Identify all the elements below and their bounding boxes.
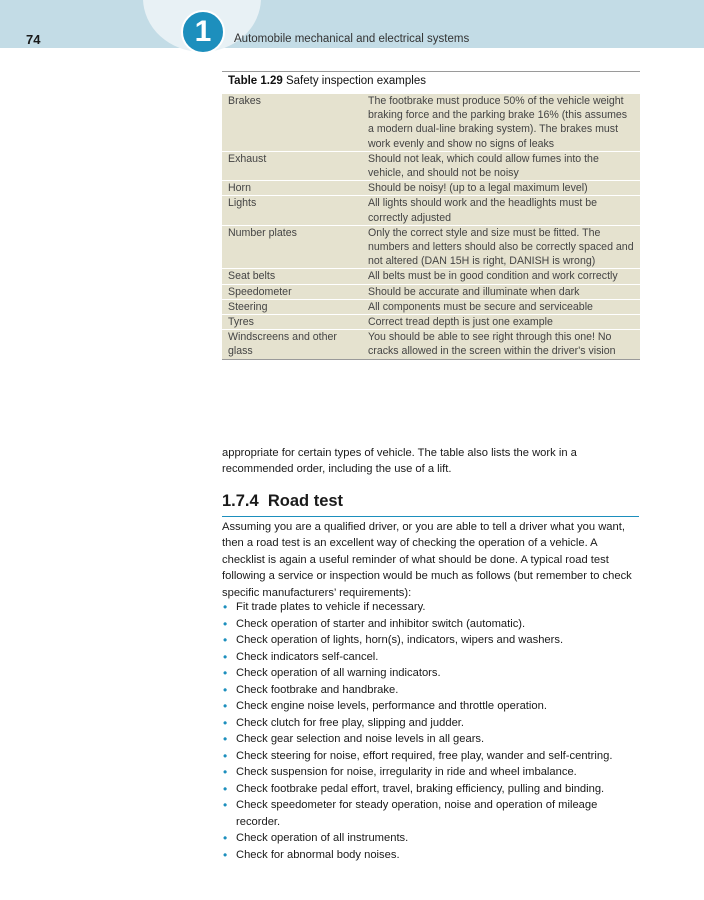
bullet-icon: • [223, 666, 228, 680]
table-cell-item: Brakes [222, 94, 362, 152]
list-item-text: Check clutch for free play, slipping and judder. [236, 716, 465, 729]
list-item [222, 649, 642, 666]
table-row [222, 284, 640, 299]
table-cell-item: Seat belts [222, 269, 362, 284]
table-row [222, 181, 640, 196]
table-row [222, 315, 640, 330]
table-cell-detail: Should not leak, which could allow fumes into the vehicle, and should not be noisy [362, 151, 640, 180]
bullet-icon: • [223, 600, 228, 614]
chapter-number-badge: 1 [181, 10, 225, 54]
intro-paragraph: appropriate for certain types of vehicle. The table also lists the work in a recommended order, including the use of a lift. [222, 447, 577, 476]
table-caption-title: Safety inspection examples [285, 75, 426, 87]
table-row [222, 330, 640, 359]
bullet-icon: • [223, 748, 228, 763]
section-number: 1.7.4 [222, 492, 259, 510]
list-item [222, 698, 642, 715]
list-item [222, 781, 642, 798]
list-item-text: Check operation of all instruments. [236, 832, 409, 844]
list-item [222, 830, 642, 847]
table-cell-item: Lights [222, 196, 362, 225]
list-item [222, 715, 642, 732]
list-item-text: Fit trade plates to vehicle if necessary. [236, 601, 426, 613]
page-number: 74 [26, 32, 41, 47]
bullet-icon: • [223, 649, 228, 664]
section-paragraph: Assuming you are a qualified driver, or you are able to tell a driver what you want, then a road test is an excellent way of checking the operation of a vehicle. A checklist is again a useful reminder of what should be done. A typical road test following a service or inspection would be much as follows (but remember to check specific manufacturers’ requirements): [222, 521, 632, 599]
table-row [222, 299, 640, 314]
table-cell-detail: The footbrake must produce 50% of the vehicle weight braking force and the parking brake 16% (this assumes a modern dual-line braking system). The brakes must work evenly and show no signs of leaks [362, 94, 640, 152]
list-item [222, 665, 642, 682]
list-item-text: Check footbrake and handbrake. [236, 683, 399, 696]
list-item [222, 764, 642, 781]
table-body [222, 93, 640, 360]
section-title: Road test [267, 492, 344, 510]
table-row [222, 225, 640, 269]
list-item-text: Check footbrake pedal effort, travel, braking efficiency, pulling and binding. [236, 782, 605, 795]
list-item-text: Check suspension for noise, irregularity in ride and wheel imbalance. [236, 766, 577, 778]
list-item [222, 682, 642, 699]
table-row [222, 151, 640, 180]
bullet-icon: • [223, 831, 228, 845]
list-item-text: Check operation of starter and inhibitor switch (automatic). [236, 617, 526, 630]
road-test-checklist [222, 599, 642, 863]
bullet-icon: • [223, 715, 228, 730]
list-item [222, 847, 642, 864]
section-heading [222, 492, 639, 517]
table-cell-item: Speedometer [222, 284, 362, 299]
table-row [222, 269, 640, 284]
bullet-icon: • [223, 847, 228, 862]
table-cell-detail: All belts must be in good condition and work correctly [362, 269, 640, 284]
list-item [222, 797, 642, 830]
table-cell-item: Horn [222, 181, 362, 196]
bullet-icon: • [223, 682, 228, 697]
table-cell-detail: Should be noisy! (up to a legal maximum level) [362, 181, 640, 196]
list-item [222, 748, 642, 765]
table-cell-item: Number plates [222, 225, 362, 269]
table-cell-item: Tyres [222, 315, 362, 330]
running-title: Automobile mechanical and electrical systems [234, 33, 470, 45]
table-cell-detail: Should be accurate and illuminate when dark [362, 284, 640, 299]
table-cell-item: Windscreens and other glass [222, 330, 362, 359]
table-caption [222, 71, 640, 93]
list-item-text: Check operation of lights, horn(s), indicators, wipers and washers. [236, 634, 564, 646]
bullet-icon: • [223, 798, 228, 812]
table-cell-detail: Only the correct style and size must be fitted. The numbers and letters should also be correctly spaced and not altered (DAN 15H is right, DANISH is wrong) [362, 225, 640, 269]
list-item-text: Check for abnormal body noises. [236, 848, 400, 861]
bullet-icon: • [223, 781, 228, 796]
bullet-icon: • [223, 616, 228, 631]
list-item [222, 599, 642, 616]
bullet-icon: • [223, 765, 228, 779]
bullet-icon: • [223, 699, 228, 713]
list-item [222, 616, 642, 633]
table-cell-detail: All components must be secure and serviceable [362, 299, 640, 314]
list-item [222, 632, 642, 649]
list-item-text: Check indicators self-cancel. [236, 650, 379, 663]
list-item-text: Check operation of all warning indicators. [236, 667, 441, 679]
list-item-text: Check engine noise levels, performance and throttle operation. [236, 700, 547, 712]
table-cell-detail: Correct tread depth is just one example [362, 315, 640, 330]
bullet-icon: • [223, 633, 228, 647]
table-row [222, 94, 640, 152]
table-cell-detail: All lights should work and the headlights must be correctly adjusted [362, 196, 640, 225]
table-cell-item: Steering [222, 299, 362, 314]
list-item [222, 731, 642, 748]
list-item-text: Check speedometer for steady operation, noise and operation of mileage recorder. [236, 799, 598, 828]
list-item-text: Check steering for noise, effort required, free play, wander and self-centring. [236, 749, 613, 762]
table-cell-detail: You should be able to see right through this one! No cracks allowed in the screen within the driver's vision [362, 330, 640, 359]
table-row [222, 196, 640, 225]
table-caption-label: Table 1.29 [228, 75, 283, 87]
list-item-text: Check gear selection and noise levels in all gears. [236, 733, 485, 745]
bullet-icon: • [223, 732, 228, 746]
table-cell-item: Exhaust [222, 151, 362, 180]
safety-inspection-table [222, 71, 640, 360]
